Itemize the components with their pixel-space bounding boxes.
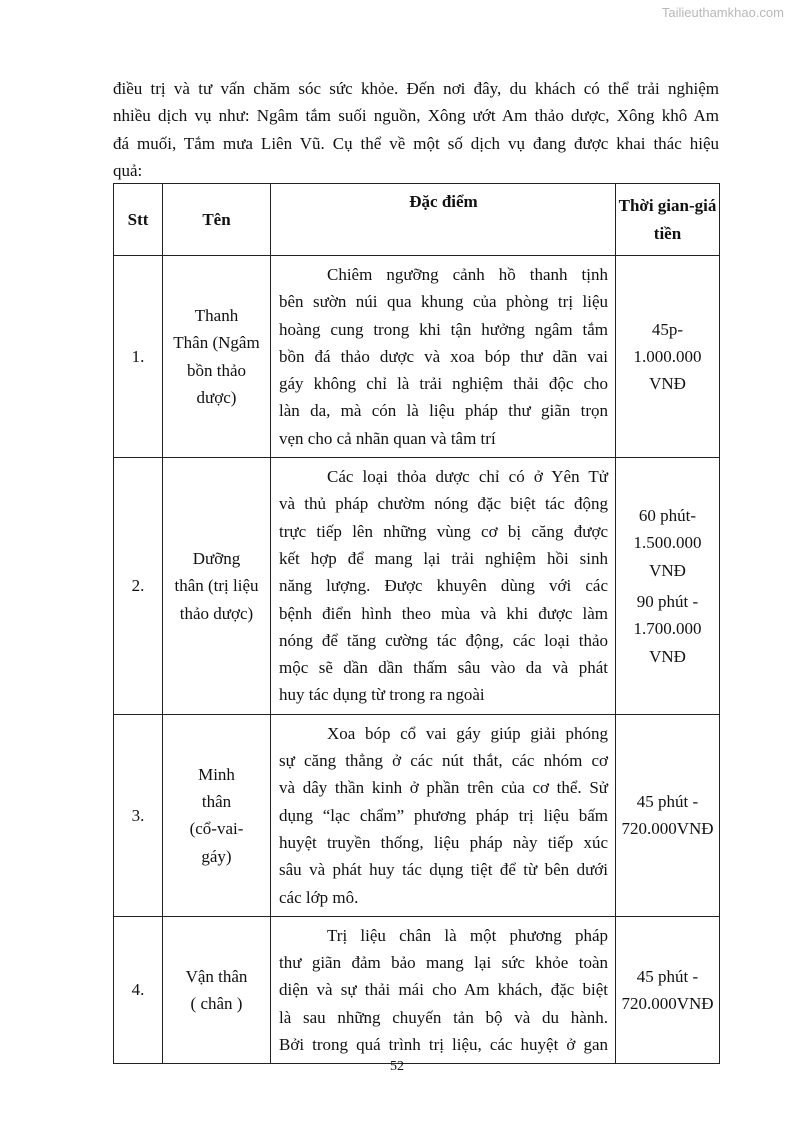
description-line: Chiêm ngưỡng cảnh hồ thanh tịnh	[327, 265, 608, 284]
name-line: Vận thân	[185, 966, 248, 986]
table-row	[114, 916, 720, 1063]
price-line: 1.000.000	[633, 346, 702, 366]
header-description: Đặc điểm	[271, 184, 616, 256]
description-line: vẹn cho cả nhãn quan và tâm trí	[279, 428, 496, 448]
description-line: làn da, mà cón là liệu pháp thư giãn trọn	[279, 401, 608, 421]
price-group	[616, 316, 719, 398]
description-line: nóng để tăng cường tác động, các loại thảo	[279, 630, 608, 650]
description-line: gáy không chỉ là trải nghiệm thải độc cho	[279, 374, 608, 394]
name-line: thân	[201, 791, 232, 811]
price-line: 1.700.000	[633, 619, 702, 639]
name-line: bồn thảo	[186, 360, 247, 380]
paragraph-line: nhiều dịch vụ như: Ngâm tắm suối nguồn, Xông ướt Am thảo dược, Xông khô Am	[113, 106, 719, 126]
price-line: VNĐ	[649, 374, 686, 394]
description-line: Các loại thỏa dược chỉ có ở Yên Tử	[327, 467, 608, 487]
price-line: 45 phút -	[636, 791, 699, 811]
table-row	[114, 714, 720, 916]
price-line: 45 phút -	[636, 966, 699, 986]
name-line: Thanh	[194, 305, 239, 325]
description-line: trực tiếp lên những vùng cơ bị căng được	[279, 521, 608, 541]
description-line: Xoa bóp cổ vai gáy giúp giải phóng	[327, 723, 608, 743]
table-row	[114, 458, 720, 715]
description-line: là sau những chuyến tản bộ và du hành.	[279, 1007, 608, 1027]
description-line: mộc sẽ dần dần thấm sâu vào da và phát	[279, 658, 608, 678]
watermark: Tailieuthamkhao.com	[661, 5, 784, 20]
name-line: ( chân )	[190, 994, 243, 1014]
price-line: VNĐ	[649, 560, 686, 580]
name-line: thân (trị liệu	[174, 576, 259, 596]
name-line: dược)	[196, 387, 237, 407]
description-line: dụng “lạc chẩm” phương pháp trị liệu bấm	[279, 805, 608, 825]
price-group	[616, 588, 719, 670]
name-line: Minh	[198, 764, 235, 784]
cell-price	[616, 916, 720, 1063]
description-line: huyệt truyền thống, liệu pháp này tiếp xúc	[279, 832, 608, 852]
price-group	[616, 502, 719, 584]
cell-name	[163, 916, 271, 1063]
cell-price	[616, 256, 720, 458]
price-line: 1.500.000	[633, 533, 702, 553]
cell-description	[271, 256, 616, 458]
cell-description	[271, 714, 616, 916]
description-line: Bởi trong quá trình trị liệu, các huyệt ở gan	[279, 1035, 608, 1055]
description-line: diện và sự thải mái cho Am khách, đặc biệt	[279, 980, 608, 1000]
header-stt: Stt	[114, 184, 163, 256]
header-price: Thời gian-giá tiền	[616, 184, 720, 256]
paragraph-line: quả:	[113, 160, 143, 180]
description-line: bên sườn núi qua khung của phòng trị liệu	[279, 292, 608, 312]
cell-description	[271, 458, 616, 715]
price-line: VNĐ	[649, 646, 686, 666]
table-header-row	[114, 184, 720, 256]
name-line: thảo dược)	[179, 603, 254, 623]
price-group	[616, 963, 719, 1018]
cell-price	[616, 458, 720, 715]
cell-name	[163, 458, 271, 715]
description-line: và dây thần kinh ở phần trên của cơ thể. Sử	[279, 778, 608, 798]
price-line: 720.000VNĐ	[621, 819, 714, 839]
cell-name	[163, 256, 271, 458]
name-line: gáy)	[201, 846, 232, 866]
price-line: 90 phút -	[636, 591, 699, 611]
paragraph-line: điều trị và tư vấn chăm sóc sức khỏe. Đến nơi đây, du khách có thể trải nghiệm	[113, 79, 719, 98]
description-line: năng lượng. Được khuyên dùng với các	[279, 576, 608, 596]
description-line: kết hợp để mang lại trải nghiệm hồi sinh	[279, 548, 608, 568]
table-row	[114, 256, 720, 458]
description-line: Trị liệu chân là một phương pháp	[327, 925, 608, 945]
description-line: bệnh điển hình theo mùa và khi được làm	[279, 603, 608, 623]
description-line: huy tác dụng từ trong ra ngoài	[279, 685, 485, 705]
description-line: các lớp mô.	[279, 887, 359, 907]
description-line: sự căng thẳng ở các nút thắt, các nhóm cơ	[279, 751, 608, 771]
cell-stt: 2.	[114, 458, 163, 715]
description-line: sâu và phát huy tác dụng tiệt để từ bên dưới	[279, 860, 608, 880]
cell-stt: 4.	[114, 916, 163, 1063]
price-line: 720.000VNĐ	[621, 994, 714, 1014]
description-line: thư giãn đảm bảo mang lại sức khỏe toàn	[279, 953, 608, 973]
price-line: 45p-	[651, 319, 684, 339]
header-name: Tên	[163, 184, 271, 256]
services-table	[113, 183, 720, 1064]
description-line: hoàng cung trong khi tận hưởng ngâm tắm	[279, 319, 608, 339]
name-line: Thân (Ngâm	[173, 333, 260, 353]
name-line: (cổ-vai-	[189, 819, 244, 839]
page-number: 52	[390, 1059, 404, 1074]
price-group	[616, 788, 719, 843]
description-line: bồn đá thảo dược và xoa bóp thư dãn vai	[279, 346, 608, 366]
cell-stt: 3.	[114, 714, 163, 916]
cell-stt: 1.	[114, 256, 163, 458]
cell-name	[163, 714, 271, 916]
name-line: Dưỡng	[192, 548, 241, 568]
description-line: và thủ pháp chườm nóng đặc biệt tác động	[279, 494, 608, 514]
paragraph-line: đá muối, Tắm mưa Liên Vũ. Cụ thể về một số dịch vụ đang được khai thác hiệu	[113, 133, 719, 153]
cell-price	[616, 714, 720, 916]
cell-description	[271, 916, 616, 1063]
intro-paragraph	[113, 75, 719, 184]
price-line: 60 phút-	[638, 506, 697, 526]
